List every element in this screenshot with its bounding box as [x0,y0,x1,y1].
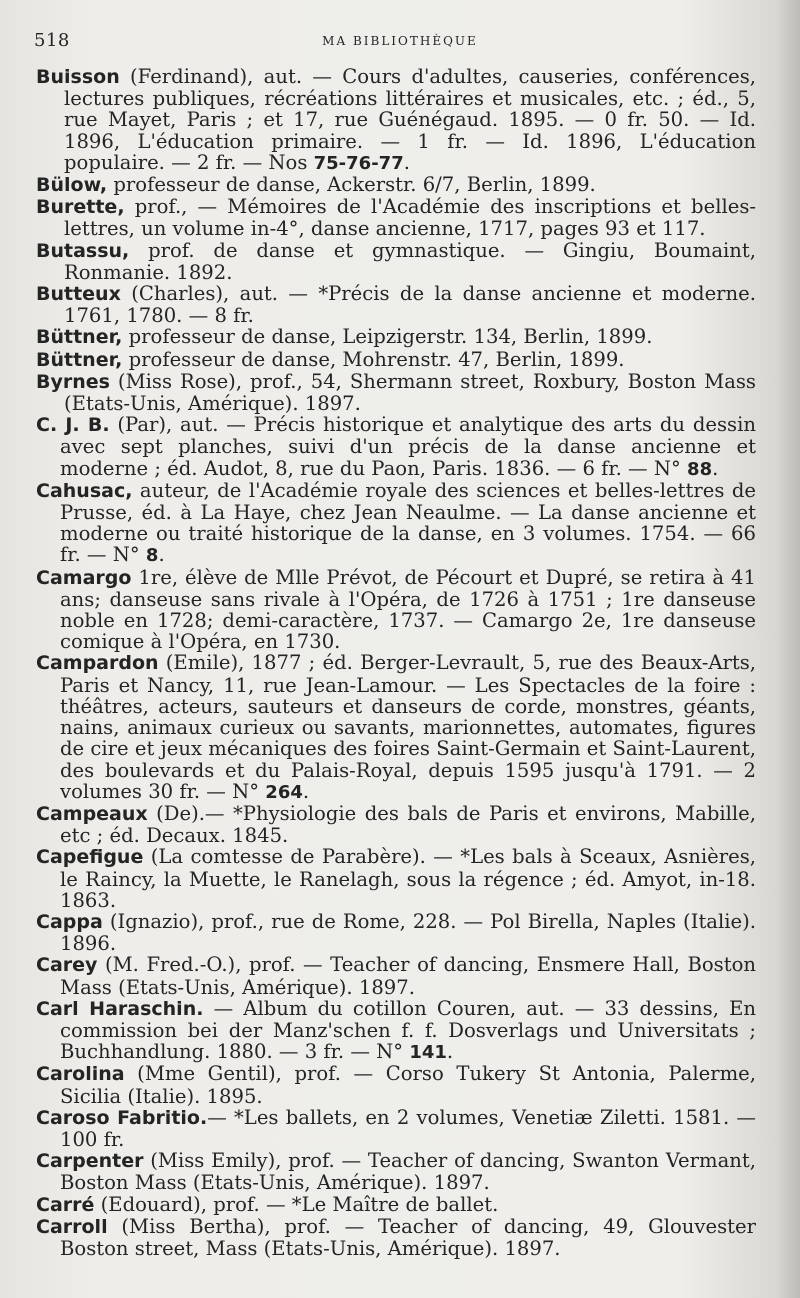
entry-tail: . [158,543,165,567]
entry-text: (Mme Gentil), prof. — Corso Tukery St Antonia, Palerme, Sicilia (Italie). 1895. [60,1062,756,1108]
bibliography-entry [36,1063,756,1106]
entry-name: Capefigue [36,846,144,869]
bibliography-entry [36,954,756,997]
entry-tail: . [403,150,410,174]
entry-name: Büttner, [36,348,123,371]
bibliography-entry [36,480,756,567]
entry-name: C. J. B. [36,414,110,437]
bibliography-entry [36,1216,756,1259]
entry-text: (Emile), 1877 ; éd. Berger-Levrault, 5, rue des Beaux-Arts, Paris et Nancy, 11, rue Jean-Lamour. — Les Spectacles de la foire : théâtres, acteurs, sauteurs et danseurs de corde, monstres, géants, nains, animaux curieux ou savants, marionnettes, automates, figures de cire et jeux mécaniques des foires Saint-Germain et Saint-Laurent, des boulevards et du Palais-Royal, depuis 1595 jusqu'à 1791. — 2 volumes 30 fr. — N° [60,651,756,803]
bibliography-entry [36,349,756,371]
entry-name: Burette, [36,196,125,219]
entry-name: Buisson [36,66,120,88]
entry-reference-number: 8 [145,545,159,567]
entry-name: Carl Haraschin. [36,997,204,1020]
entry-text: (Miss Emily), prof. — Teacher of dancing, Swanton Vermant, Boston Mass (Etats-Unis, Amérique). 1897. [60,1149,756,1195]
entry-name: Cahusac, [36,479,133,502]
bibliography-entry [36,567,756,653]
entry-name: Campardon [36,652,159,675]
entry-text: prof., — Mémoires de l'Académie des inscriptions et belles-lettres, un volume in-4°, danse ancienne, 1717, pages 93 et 117. [64,195,756,241]
bibliography-entry [36,283,756,326]
entry-text: professeur de danse, Leipzigerstr. 134, Berlin, 1899. [122,325,653,349]
entry-text: (Ferdinand), aut. — Cours d'adultes, causeries, conférences, lectures publiques, récréations littéraires et musicales, etc. ; éd., 5, rue Mayet, Paris ; et 17, rue Guénégaud. 1895. — 0 fr. 50. — Id. 1896, L'éducation primaire. — 1 fr. — Id. 1896, L'éducation populaire. — 2 fr. — Nos [64,65,756,174]
bibliography-entry [36,66,756,174]
entry-tail: . [712,456,719,480]
entry-text: professeur de danse, Ackerstr. 6/7, Berlin, 1899. [107,173,596,197]
entry-text: 1re, élève de Mlle Prévot, de Pécourt et Dupré, se retira à 41 ans; danseuse sans rivale à l'Opéra, de 1726 à 1751 ; 1re danseuse noble en 1728; demi-caractère, 1737. — Camargo 2e, 1re danseuse comique à l'Opéra, en 1730. [60,565,756,654]
entry-name: Campeaux [36,802,148,825]
bibliography-entry [36,911,756,954]
entry-tail: . [302,779,310,803]
entry-name: Bülow, [36,174,108,197]
entry-name: Cappa [36,910,103,933]
page-number: 518 [34,30,70,51]
entry-name: Byrnes [36,370,110,393]
entry-text: (Miss Rose), prof., 54, Shermann street, Roxbury, Boston Mass (Etats-Unis, Amérique). 1897. [64,369,756,416]
entry-reference-number: 75-76-77 [313,152,404,174]
bibliography-entry [36,174,756,196]
entry-name: Carolina [36,1063,125,1086]
bibliography-entry [36,652,756,802]
entry-tail: . [446,1040,454,1064]
bibliography-entry [36,1194,756,1216]
entry-reference-number: 141 [409,1042,447,1064]
bibliography-entry [36,414,756,480]
entry-name: Butteux [36,283,121,306]
page-header [34,30,766,54]
entry-text: — Album du cotillon Couren, aut. — 33 dessins, En commission bei der Manz'schen f. f. Dosverlags und Universitats ; Buchhandlung. 1880. — 3 fr. — N° [60,996,756,1064]
entry-name: Camargo [36,566,132,589]
entry-reference-number: 88 [687,458,713,480]
entry-name: Carroll [36,1215,108,1238]
bibliography-entry [36,371,756,414]
bibliography-entry [36,196,756,239]
entry-text: (Miss Bertha), prof. — Teacher of dancing, 49, Glouvester Boston street, Mass (Etats-Unis, Amérique). 1897. [60,1214,756,1260]
bibliography-list [36,66,756,1259]
bibliography-entry [36,326,756,348]
entry-text: (Ignazio), prof., rue de Rome, 228. — Pol Birella, Naples (Italie). 1896. [60,909,756,956]
running-title: MA BIBLIOTHÈQUE [322,34,478,48]
entry-name: Büttner, [36,326,123,349]
entry-text: (Charles), aut. — *Précis de la danse ancienne et moderne. 1761, 1780. — 8 fr. [64,282,756,328]
bibliography-entry [36,1107,756,1150]
entry-name: Butassu, [36,239,130,262]
bibliography-entry [36,998,756,1064]
bibliography-entry [36,846,756,911]
entry-text: auteur, de l'Académie royale des sciences et belles-lettres de Prusse, éd. à La Haye, chez Jean Neaulme. — La danse ancienne et moderne ou traité historique de la danse, en 3 volumes. 1754. — 66 fr. — N° [60,478,756,567]
entry-reference-number: 264 [265,781,303,803]
entry-text: — *Les ballets, en 2 volumes, Venetiæ Ziletti. 1581. — 100 fr. [60,1105,757,1151]
bibliography-entry [36,803,756,846]
bibliography-entry [36,1150,756,1193]
entry-text: (La comtesse de Parabère). — *Les bals à Sceaux, Asnières, le Raincy, la Muette, le Ranelagh, sous la régence ; éd. Amyot, in-18. 1863. [60,845,756,912]
entry-name: Carey [36,954,98,977]
entry-text: (Par), aut. — Précis historique et analytique des arts du dessin avec sept planches, suivi d'un précis de la danse ancienne et moderne ; éd. Audot, 8, rue du Paon, Paris. 1836. — 6 fr. — N° [60,413,756,480]
entry-name: Carpenter [36,1150,144,1173]
entry-text: (Edouard), prof. — *Le Maître de ballet. [94,1192,499,1216]
entry-text: professeur de danse, Mohrenstr. 47, Berlin, 1899. [122,347,625,371]
entry-name: Carré [36,1193,95,1216]
entry-text: prof. de danse et gymnastique. — Gingiu, Boumaint, Ronmanie. 1892. [64,238,756,284]
entry-text: (De).— *Physiologie des bals de Paris et environs, Mabille, etc ; éd. Decaux. 1845. [60,801,756,848]
entry-name: Caroso Fabritio. [36,1106,208,1129]
bibliography-entry [36,240,756,283]
entry-text: (M. Fred.-O.), prof. — Teacher of dancing, Ensmere Hall, Boston Mass (Etats-Unis, Amérique). 1897. [60,953,756,999]
